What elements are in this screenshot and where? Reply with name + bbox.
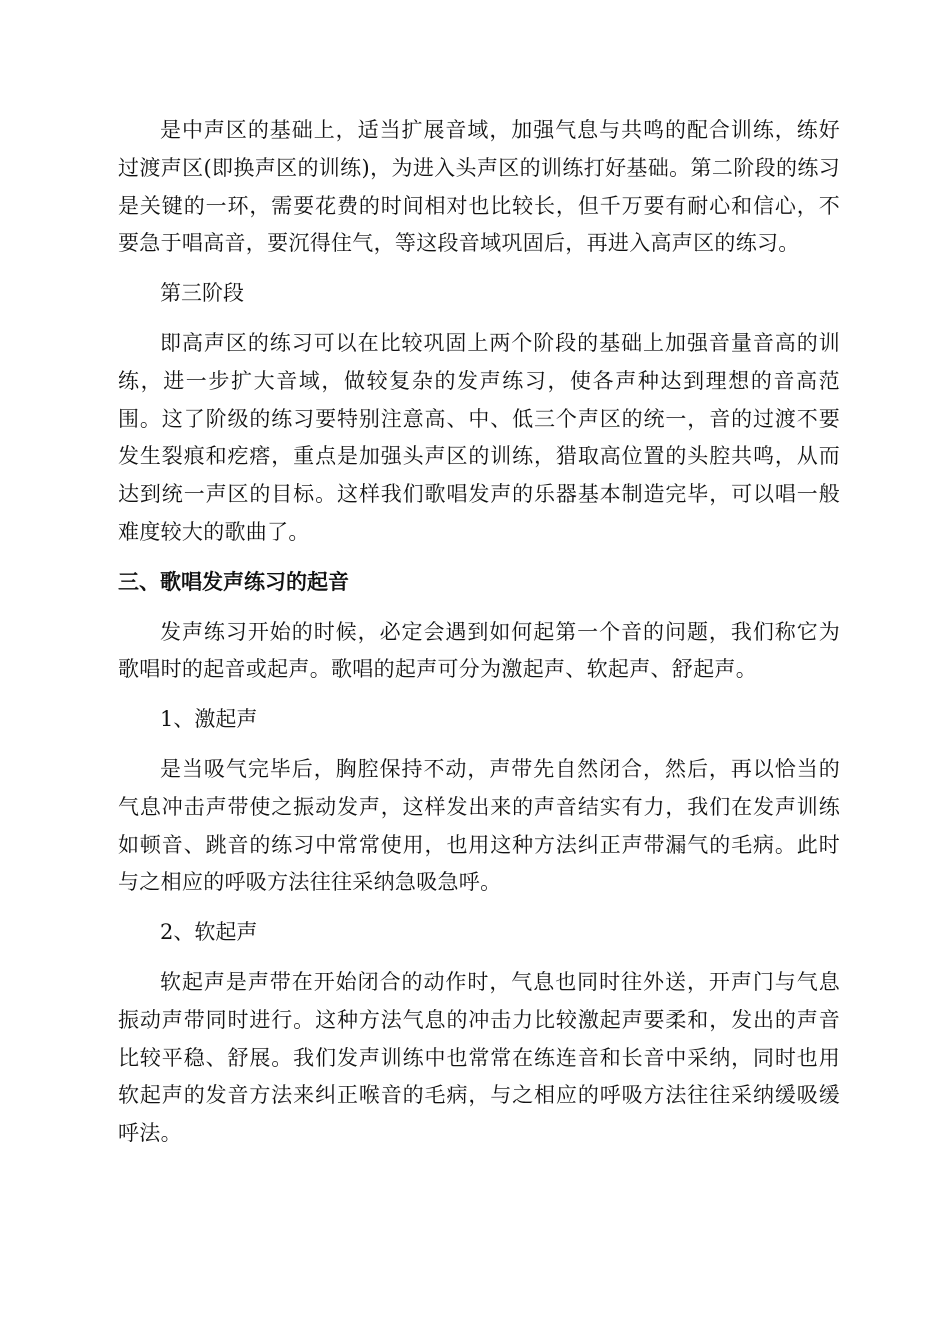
paragraph-stage-three: 即高声区的练习可以在比较巩固上两个阶段的基础上加强音量音高的训练，进一步扩大音域，做较复杂的发声练习，使各声种达到理想的音高范围。这了阶级的练习要特别注意高、中、低三个声区的统一，音的过渡不要发生裂痕和疙瘩，重点是加强头声区的训练，猎取高位置的头腔共鸣，从而达到统一声区的目标。这样我们歌唱发声的乐器基本制造完毕，可以唱一般难度较大的歌曲了。 bbox=[118, 330, 840, 544]
subheading-hard-onset: 1、激起声 bbox=[160, 707, 258, 732]
subheading-stage-three: 第三阶段 bbox=[160, 281, 244, 306]
document-body bbox=[118, 112, 840, 1153]
subheading-soft-onset: 2、软起声 bbox=[160, 920, 258, 945]
paragraph-stage-two-end: 是中声区的基础上，适当扩展音域，加强气息与共鸣的配合训练，练好过渡声区(即换声区的训练)，为进入头声区的训练打好基础。第二阶段的练习是关键的一环，需要花费的时间相对也比较长，但千万要有耐心和信心，不要急于唱高音，要沉得住气，等这段音域巩固后，再进入高声区的练习。 bbox=[118, 118, 840, 256]
paragraph-onset-intro: 发声练习开始的时候，必定会遇到如何起第一个音的问题，我们称它为歌唱时的起音或起声。歌唱的起声可分为激起声、软起声、舒起声。 bbox=[118, 619, 840, 682]
paragraph-hard-onset: 是当吸气完毕后，胸腔保持不动，声带先自然闭合，然后，再以恰当的气息冲击声带使之振动发声，这样发出来的声音结实有力，我们在发声训练如顿音、跳音的练习中常常使用，也用这种方法纠正声带漏气的毛病。此时与之相应的呼吸方法往往采纳急吸急呼。 bbox=[118, 756, 840, 895]
paragraph-soft-onset: 软起声是声带在开始闭合的动作时，气息也同时往外送，开声门与气息振动声带同时进行。这种方法气息的冲击力比较激起声要柔和，发出的声音比较平稳、舒展。我们发声训练中也常常在练连音和长音中采纳，同时也用软起声的发音方法来纠正喉音的毛病，与之相应的呼吸方法往往采纳缓吸缓呼法。 bbox=[118, 969, 840, 1146]
section-heading-onset: 三、歌唱发声练习的起音 bbox=[118, 569, 349, 594]
